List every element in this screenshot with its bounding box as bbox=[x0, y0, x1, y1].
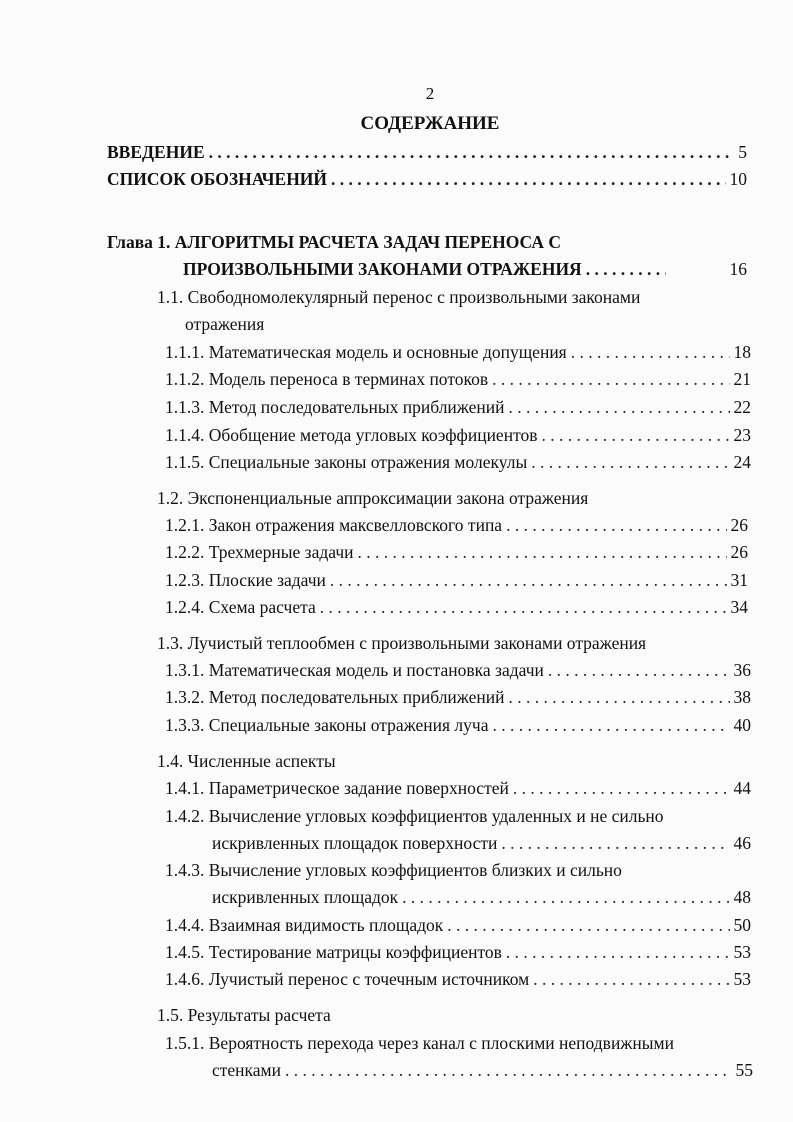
toc-entry bbox=[165, 659, 751, 681]
toc-entry-label: 1.3.2. Метод последовательных приближений bbox=[165, 687, 505, 707]
toc-entry-page: 26 bbox=[730, 542, 748, 562]
chapter-title-line1: Глава 1. АЛГОРИТМЫ РАСЧЕТА ЗАДАЧ ПЕРЕНОСА С bbox=[107, 232, 561, 252]
leader-dots bbox=[506, 941, 730, 963]
toc-entry-line1: 1.5.1. Вероятность перехода через канал с плоскими неподвижными bbox=[165, 1033, 674, 1053]
toc-entry-label: 1.2.1. Закон отражения максвелловского типа bbox=[165, 515, 503, 535]
leader-dots bbox=[492, 714, 729, 736]
leader-dots bbox=[533, 968, 729, 990]
toc-entry-page: 50 bbox=[733, 915, 751, 935]
leader-dots bbox=[402, 886, 729, 908]
toc-entry-page: 10 bbox=[729, 169, 747, 189]
toc-entry bbox=[165, 968, 751, 990]
leader-dots bbox=[548, 659, 730, 681]
toc-entry-intro bbox=[107, 141, 747, 163]
leader-dots bbox=[513, 777, 730, 799]
toc-entry bbox=[212, 1059, 753, 1081]
toc-entry-page: 53 bbox=[733, 969, 751, 989]
toc-entry-label: 1.4.6. Лучистый перенос с точечным источником bbox=[165, 969, 530, 989]
toc-entry-label: 1.3.3. Специальные законы отражения луча bbox=[165, 715, 489, 735]
leader-dots bbox=[209, 141, 735, 163]
toc-entry-page: 16 bbox=[729, 259, 747, 279]
toc-entry bbox=[165, 424, 751, 446]
toc-entry-label: СПИСОК ОБОЗНАЧЕНИЙ bbox=[107, 169, 328, 189]
toc-entry-page: 24 bbox=[733, 452, 751, 472]
toc-entry-label: 1.1.4. Обобщение метода угловых коэффициентов bbox=[165, 425, 538, 445]
leader-dots bbox=[330, 569, 727, 591]
toc-entry bbox=[165, 341, 751, 363]
toc-entry-label: искривленных площадок поверхности bbox=[212, 833, 498, 853]
toc-entry-label: 1.4.1. Параметрическое задание поверхностей bbox=[165, 778, 509, 798]
section-heading: 1.3. Лучистый теплообмен с произвольными законами отражения bbox=[157, 633, 647, 653]
page-number: 2 bbox=[425, 84, 435, 103]
leader-dots bbox=[506, 514, 726, 536]
leader-dots bbox=[331, 168, 725, 190]
toc-entry bbox=[165, 569, 748, 591]
toc-entry bbox=[165, 514, 748, 536]
toc-entry-label: искривленных площадок bbox=[212, 887, 399, 907]
toc-entry-page: 21 bbox=[733, 369, 751, 389]
leader-dots bbox=[509, 396, 730, 418]
toc-entry bbox=[165, 914, 751, 936]
toc-entry-page: 22 bbox=[733, 397, 751, 417]
toc-entry bbox=[165, 541, 748, 563]
toc-entry-label: 1.4.4. Взаимная видимость площадок bbox=[165, 915, 444, 935]
section-heading: 1.2. Экспоненциальные аппроксимации закона отражения bbox=[157, 488, 589, 508]
toc-entry-label: 1.2.3. Плоские задачи bbox=[165, 570, 326, 590]
toc-entry-page: 38 bbox=[733, 687, 751, 707]
toc-entry-page: 36 bbox=[733, 660, 751, 680]
toc-entry bbox=[165, 368, 751, 390]
section-heading: 1.5. Результаты расчета bbox=[157, 1005, 331, 1025]
toc-entry bbox=[212, 832, 751, 854]
leader-dots bbox=[542, 424, 730, 446]
toc-entry-page: 55 bbox=[735, 1060, 753, 1080]
leader-dots bbox=[509, 686, 730, 708]
leader-dots bbox=[285, 1059, 732, 1081]
toc-entry-page: 40 bbox=[733, 715, 751, 735]
toc-entry-page: 5 bbox=[738, 142, 747, 162]
toc-entry-label: 1.1.3. Метод последовательных приближений bbox=[165, 397, 505, 417]
toc-entry bbox=[165, 941, 751, 963]
leader-dots bbox=[357, 541, 726, 563]
toc-entry-line1: 1.4.2. Вычисление угловых коэффициентов удаленных и не сильно bbox=[165, 806, 664, 826]
leader-dots bbox=[571, 341, 730, 363]
leader-dots bbox=[586, 258, 666, 280]
toc-entry-label: 1.2.2. Трехмерные задачи bbox=[165, 542, 354, 562]
toc-entry bbox=[165, 714, 751, 736]
leader-dots bbox=[320, 596, 727, 618]
toc-entry-page: 48 bbox=[733, 887, 751, 907]
toc-entry bbox=[212, 886, 751, 908]
toc-entry-label: 1.1.1. Математическая модель и основные допущения bbox=[165, 342, 567, 362]
toc-entry-label: 1.2.4. Схема расчета bbox=[165, 597, 316, 617]
toc-entry-label: стенками bbox=[212, 1060, 281, 1080]
toc-entry-page: 44 bbox=[733, 778, 751, 798]
toc-entry-page: 26 bbox=[730, 515, 748, 535]
toc-entry-line1: 1.4.3. Вычисление угловых коэффициентов близких и сильно bbox=[165, 860, 622, 880]
toc-entry-page: 53 bbox=[733, 942, 751, 962]
leader-dots bbox=[492, 368, 729, 390]
toc-entry-label: ПРОИЗВОЛЬНЫМИ ЗАКОНАМИ ОТРАЖЕНИЯ bbox=[183, 259, 582, 279]
toc-entry bbox=[165, 396, 751, 418]
toc-entry-page: 18 bbox=[733, 342, 751, 362]
section-heading: 1.1. Свободномолекулярный перенос с произвольными законами bbox=[157, 287, 641, 307]
toc-entry-label: 1.3.1. Математическая модель и постановка задачи bbox=[165, 660, 544, 680]
section-heading-cont: отражения bbox=[185, 314, 265, 334]
toc-title: СОДЕРЖАНИЕ bbox=[360, 113, 500, 134]
toc-entry-label: 1.1.5. Специальные законы отражения молекулы bbox=[165, 452, 528, 472]
toc-entry-page: 23 bbox=[733, 425, 751, 445]
toc-entry-symbols bbox=[107, 168, 747, 190]
toc-entry-page: 34 bbox=[730, 597, 748, 617]
toc-entry bbox=[165, 451, 751, 473]
toc-entry-page: 46 bbox=[733, 833, 751, 853]
toc-entry bbox=[165, 777, 751, 799]
toc-entry-label: ВВЕДЕНИЕ bbox=[107, 142, 205, 162]
toc-entry bbox=[165, 686, 751, 708]
chapter-title-line2 bbox=[183, 258, 747, 280]
leader-dots bbox=[501, 832, 729, 854]
toc-entry-label: 1.1.2. Модель переноса в терминах потоков bbox=[165, 369, 489, 389]
toc-entry bbox=[165, 596, 748, 618]
toc-entry-label: 1.4.5. Тестирование матрицы коэффициентов bbox=[165, 942, 502, 962]
section-heading: 1.4. Численные аспекты bbox=[157, 751, 336, 771]
leader-dots bbox=[531, 451, 729, 473]
leader-dots bbox=[447, 914, 729, 936]
toc-entry-page: 31 bbox=[730, 570, 748, 590]
